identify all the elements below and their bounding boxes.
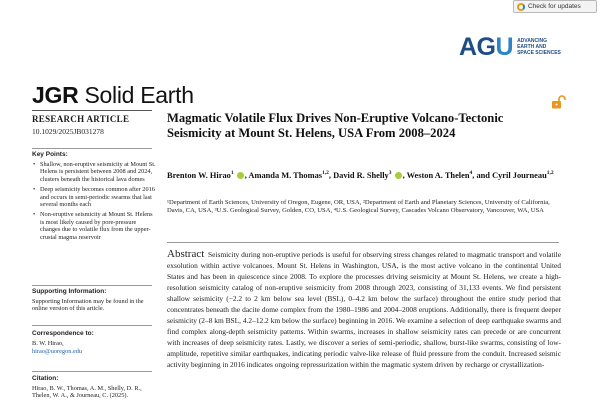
key-points-divider [32,148,152,149]
abstract-text: Seismicity during non-eruptive periods is useful for observing stress changes related to magmatic transport and volatile exsolution within active volcanoes. Mount St. Helens in Washington, USA, is the most active volcano in the continental United States and has been in quiescence since 2008. To explore the processes driving seismicity at Mount St. Helens, we create a high-resolution seismicity catalog of non-eruptive seismicity from 2008 through 2023, consisting of 31,133 events. We find persistent shallow seismicity (−2.2 to 2 km below sea level (BSL), 0–4.2 km below the surface) throughout the entire study period that concentrates beneath the dacite dome complex from the 1980–1986 and 2004–2008 eruptions. Additionally, there is frequent deeper seismicity (2–8 km BSL, 4.2–12.2 km below the surface) beginning in 2016. We examine a selection of deep earthquake swarms and find complex along-depth seismicity patterns. Within swarms, increases in shallow seismicity rates can precede or are concurrent with increases of deep seismicity rates. Lastly, we discover a series of semi-periodic, shallow, burst-like swarms, consisting of low-amplitude, repetitive similar earthquakes, indicating periodic valve-like release of fluid pressure from the conduit. Increased seismic activity beginning in 2016 indicates ongoing repressurization within the magmatic system driven by recharge or crystallization- [167,250,561,369]
citation-heading: Citation: [32,375,59,382]
header-divider [32,110,152,111]
correspondence-heading: Correspondence to: [32,330,94,337]
correspondence-name: B. W. Hirao, [32,340,64,347]
affiliations: ¹Department of Earth Sciences, University of Oregon, Eugene, OR, USA, ²Department of Earth and Planetary Sciences, University of California, Davis, CA, USA, ³U.S. Geological Survey, Golden, CO, USA, ⁴U.S. Geological Survey, Cascades Volcano Observatory, Vancouver, WA, USA [167,199,550,215]
article-type: RESEARCH ARTICLE [32,114,130,124]
correspondence-divider [32,325,152,326]
check-for-updates-label: Check for updates [528,3,581,10]
author-name[interactable]: Amanda M. Thomas [248,170,323,180]
author-name[interactable]: Brenton W. Hirao [167,170,231,180]
correspondence-email-link[interactable]: hirao@uoregon.edu [32,348,83,355]
supporting-info-text: Supporting Information may be found in the online version of this article. [32,298,144,313]
key-point: • Deep seismicity becomes common after 2016 and occurs in semi-periodic swarms that last several months each [32,186,156,208]
agu-wordmark: AGU [459,32,514,61]
open-access-lock-icon [551,95,566,109]
agu-logo [459,33,561,61]
orcid-icon[interactable] [395,172,402,179]
abstract-label: Abstract [167,248,205,260]
article-title: Magmatic Volatile Flux Drives Non-Eruptive Volcano-Tectonic Seismicity at Mount St. Helens, USA From 2008–2024 [167,111,504,141]
doi[interactable]: 10.1029/2025JB031278 [32,127,104,136]
orcid-icon[interactable] [237,172,244,179]
author-list: Brenton W. Hirao$^1$ , Amanda M. Thomas$^{1,2}$, David R. Shelly$^3$ , Weston A. Thelen$^4$, and Cyril Journeau$^{1,2}$ [167,170,554,180]
abstract-divider [167,242,559,243]
supporting-info-heading: Supporting Information: [32,288,107,295]
agu-tagline: ADVANCING EARTH AND SPACE SCIENCES [517,38,561,56]
author-name[interactable]: Cyril Journeau [492,170,547,180]
key-points-heading: Key Points: [32,151,68,158]
author-name[interactable]: Weston A. Thelen [406,170,470,180]
author-name[interactable]: David R. Shelly [333,170,389,180]
supporting-info-divider [32,285,152,286]
key-points-list [32,161,156,244]
citation-divider [32,371,152,372]
refresh-icon [517,3,525,11]
journal-name: JGR Solid Earth [32,82,194,108]
citation-text: Hirao, B. W., Thomas, A. M., Shelly, D. R., Thelen, W. A., & Journeau, C. (2025). [32,385,142,400]
key-point: • Shallow, non-eruptive seismicity at Mount St. Helens is persistent between 2008 and 2024, clusters beneath the historical lava domes [32,161,156,183]
key-point: • Non-eruptive seismicity at Mount St. Helens is most likely caused by pore-pressure changes due to volatile flux from the upper-crustal magma reservoir [32,211,156,241]
abstract [167,249,561,370]
check-for-updates-button[interactable] [513,0,597,13]
